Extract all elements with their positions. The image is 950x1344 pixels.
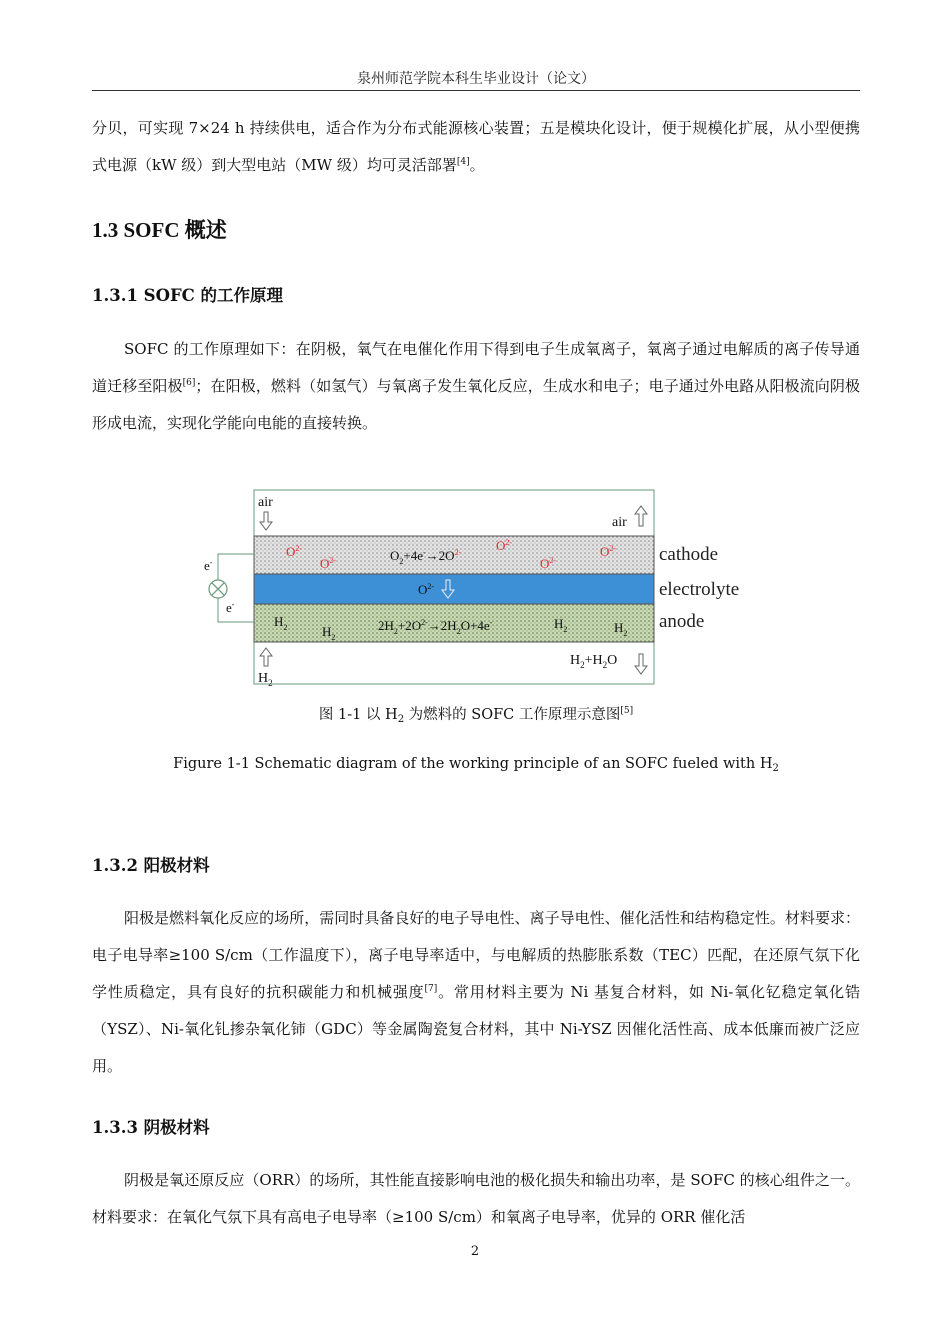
section-title-1-3-1: 1.3.1 SOFC 的工作原理 (92, 286, 284, 305)
h2-in-label: $H_2$ (258, 671, 273, 688)
paragraph-text: 分贝，可实现 7×24 h 持续供电，适合作为分布式能源核心装置；五是模块化设计，便于规模化扩展，从小型便携式电源（kW 级）到大型电站（MW 级）均可灵活部署 (92, 119, 860, 174)
arrow-up-icon (635, 506, 647, 526)
page-number: 2 (470, 1244, 480, 1259)
electron-label: e- (204, 558, 213, 573)
arrow-down-icon (260, 512, 272, 530)
electrolyte-label: electrolyte (659, 579, 740, 600)
caption-text: Figure 1-1 Schematic diagram of the working principle of an SOFC fueled with H (173, 756, 773, 772)
citation: [6] (182, 378, 196, 388)
caption-text-mid: 为燃料的 SOFC 工作原理示意图 (404, 707, 621, 723)
section-title-1-3-3: 1.3.3 阴极材料 (92, 1118, 210, 1137)
electron-label: e- (226, 600, 235, 615)
figure-caption-cn (92, 703, 860, 724)
arrow-up-icon (260, 648, 272, 666)
h2-molecule: $H_2$ (614, 620, 628, 638)
air-in-label: air (258, 495, 273, 510)
h2-h2o-out-label: $H_2+H_2O$ (570, 653, 618, 670)
sofc-schematic-figure (200, 488, 760, 688)
o2-ion-mark: $O^{2-}$ (496, 538, 513, 553)
paragraph-cathode-materials: 阴极是氧还原反应（ORR）的场所，其性能直接影响电池的极化损失和输出功率，是 SOFC 的核心组件之一。材料要求：在氧化气氛下具有高电子电导率（≥100 S/cm）和氧离子电导率，优异的 ORR 催化活 (92, 1171, 860, 1226)
caption-text: 图 1-1 以 H (318, 707, 398, 723)
header-rule (92, 90, 860, 91)
paragraph-text: 阳极是燃料氧化反应的场所，需同时具备良好的电子导电性、离子导电性、催化活性和结构稳定性。材料要求：电子电导率≥100 S/cm（工作温度下），离子电导率适中，与电解质的热膨胀系数（TEC）匹配，在还原气氛下化学性质稳定，具有良好的抗积碳能力和机械强度 (92, 909, 860, 1001)
cathode-label: cathode (659, 544, 719, 565)
arrow-down-icon (635, 654, 647, 674)
h2-molecule: $H_2$ (554, 616, 568, 634)
paragraph-text: SOFC 的工作原理如下：在阴极，氧气在电催化作用下得到电子生成氧离子，氧离子通过电解质的离子传导通道迁移至阳极 (92, 340, 860, 395)
h2-molecule: $H_2$ (322, 624, 336, 642)
o2-ion-mark: $O^{2-}$ (600, 544, 617, 559)
paragraph-end: 。 (469, 156, 485, 174)
o2-ion-mark: $O^{2-}$ (540, 556, 557, 571)
anode-reaction: $2H_2+2O^{2-}\to 2H_2O+4e^-$ (378, 618, 493, 636)
paragraph-text-cont: ；在阳极，燃料（如氢气）与氧离子发生氧化反应，生成水和电子；电子通过外电路从阳极流向阴极形成电流，实现化学能向电能的直接转换。 (92, 377, 860, 432)
paragraph-working-principle (92, 331, 860, 442)
citation: [4] (456, 157, 470, 167)
paragraph-top (92, 110, 860, 184)
cathode-reaction: $O_2+4e^-\to 2O^{2-}$ (390, 548, 462, 566)
paragraph-text-cont: 。常用材料主要为 Ni 基复合材料，如 Ni-氧化钇稳定氧化锆（YSZ）、Ni-氧化钆掺杂氧化铈（GDC）等金属陶瓷复合材料，其中 Ni-YSZ 因催化活性高、成本低廉而被广泛应用。 (92, 983, 860, 1075)
o2-ion-mark: $O^{2-}$ (320, 556, 337, 571)
section-title-1-3-2: 1.3.2 阳极材料 (92, 856, 210, 875)
citation: [7] (424, 984, 438, 994)
paragraph-anode-materials (92, 900, 860, 1085)
section-title-1-3: 1.3 SOFC 概述 (92, 218, 227, 242)
air-out-label: air (612, 515, 627, 530)
load-icon (209, 580, 227, 598)
h2-molecule: $H_2$ (274, 614, 288, 632)
citation: [5] (620, 706, 634, 716)
o2-ion-mark: $O^{2-}$ (286, 544, 303, 559)
electrolyte-ion: $O^{2-}$ (418, 582, 435, 597)
electrolyte-layer (254, 574, 654, 604)
caption-sub: 2 (397, 714, 405, 725)
anode-label: anode (659, 611, 705, 632)
caption-sub: 2 (772, 763, 779, 774)
running-header: 泉州师范学院本科生毕业设计（论文） (357, 71, 595, 87)
figure-caption-en (92, 756, 860, 772)
